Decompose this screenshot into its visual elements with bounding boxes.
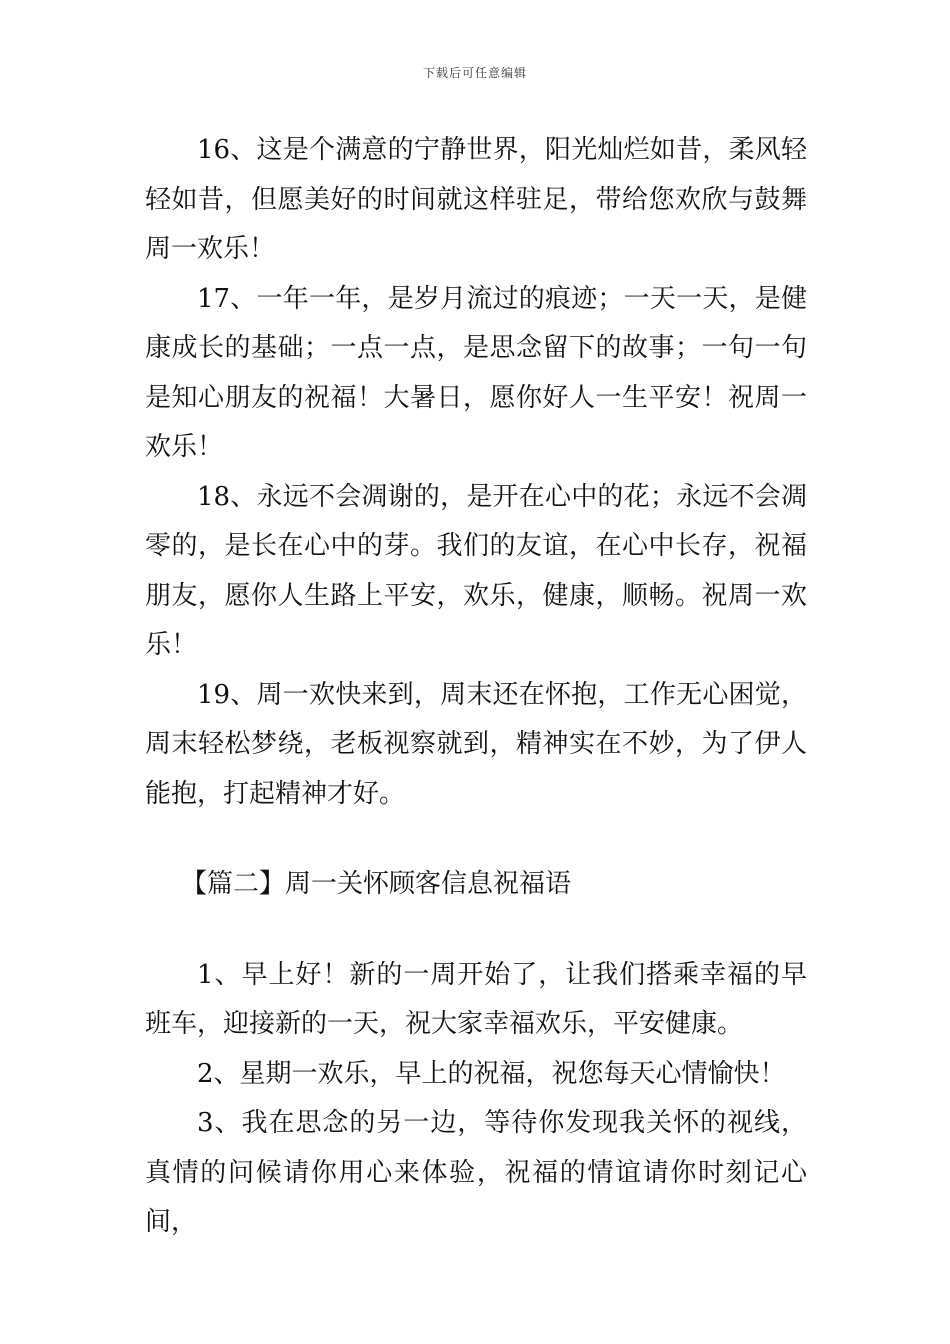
paragraph-1: 1、早上好！新的一周开始了，让我们搭乘幸福的早班车，迎接新的一天，祝大家幸福欢乐，平安健康。 bbox=[145, 959, 807, 1039]
page-header-note: 下载后可任意编辑 bbox=[422, 66, 527, 80]
paragraph-3: 3、我在思念的另一边，等待你发现我关怀的视线，真情的问候请你用心来体验，祝福的情谊请你时刻记心间， bbox=[145, 1108, 807, 1237]
paragraph-2: 2、星期一欢乐，早上的祝福，祝您每天心情愉快！ bbox=[197, 1058, 786, 1089]
paragraph-19: 19、周一欢快来到，周末还在怀抱，工作无心困觉，周末轻松梦绕，老板视察就到，精神实在不妙，为了伊人能抱，打起精神才好。 bbox=[145, 679, 807, 809]
document-body bbox=[145, 126, 807, 1248]
section-heading: 【篇二】周一关怀顾客信息祝福语 bbox=[181, 869, 572, 899]
paragraph-16: 16、这是个满意的宁静世界，阳光灿烂如昔，柔风轻轻如昔，但愿美好的时间就这样驻足，带给您欢欣与鼓舞周一欢乐！ bbox=[145, 135, 807, 264]
paragraph-18: 18、永远不会凋谢的，是开在心中的花；永远不会凋零的，是长在心中的芽。我们的友谊，在心中长存，祝福朋友，愿你人生路上平安，欢乐，健康，顺畅。祝周一欢乐！ bbox=[145, 481, 807, 660]
paragraph-17: 17、一年一年，是岁月流过的痕迹；一天一天，是健康成长的基础；一点一点，是思念留下的故事；一句一句是知心朋友的祝福！大暑日，愿你好人一生平安！祝周一欢乐！ bbox=[145, 283, 807, 462]
